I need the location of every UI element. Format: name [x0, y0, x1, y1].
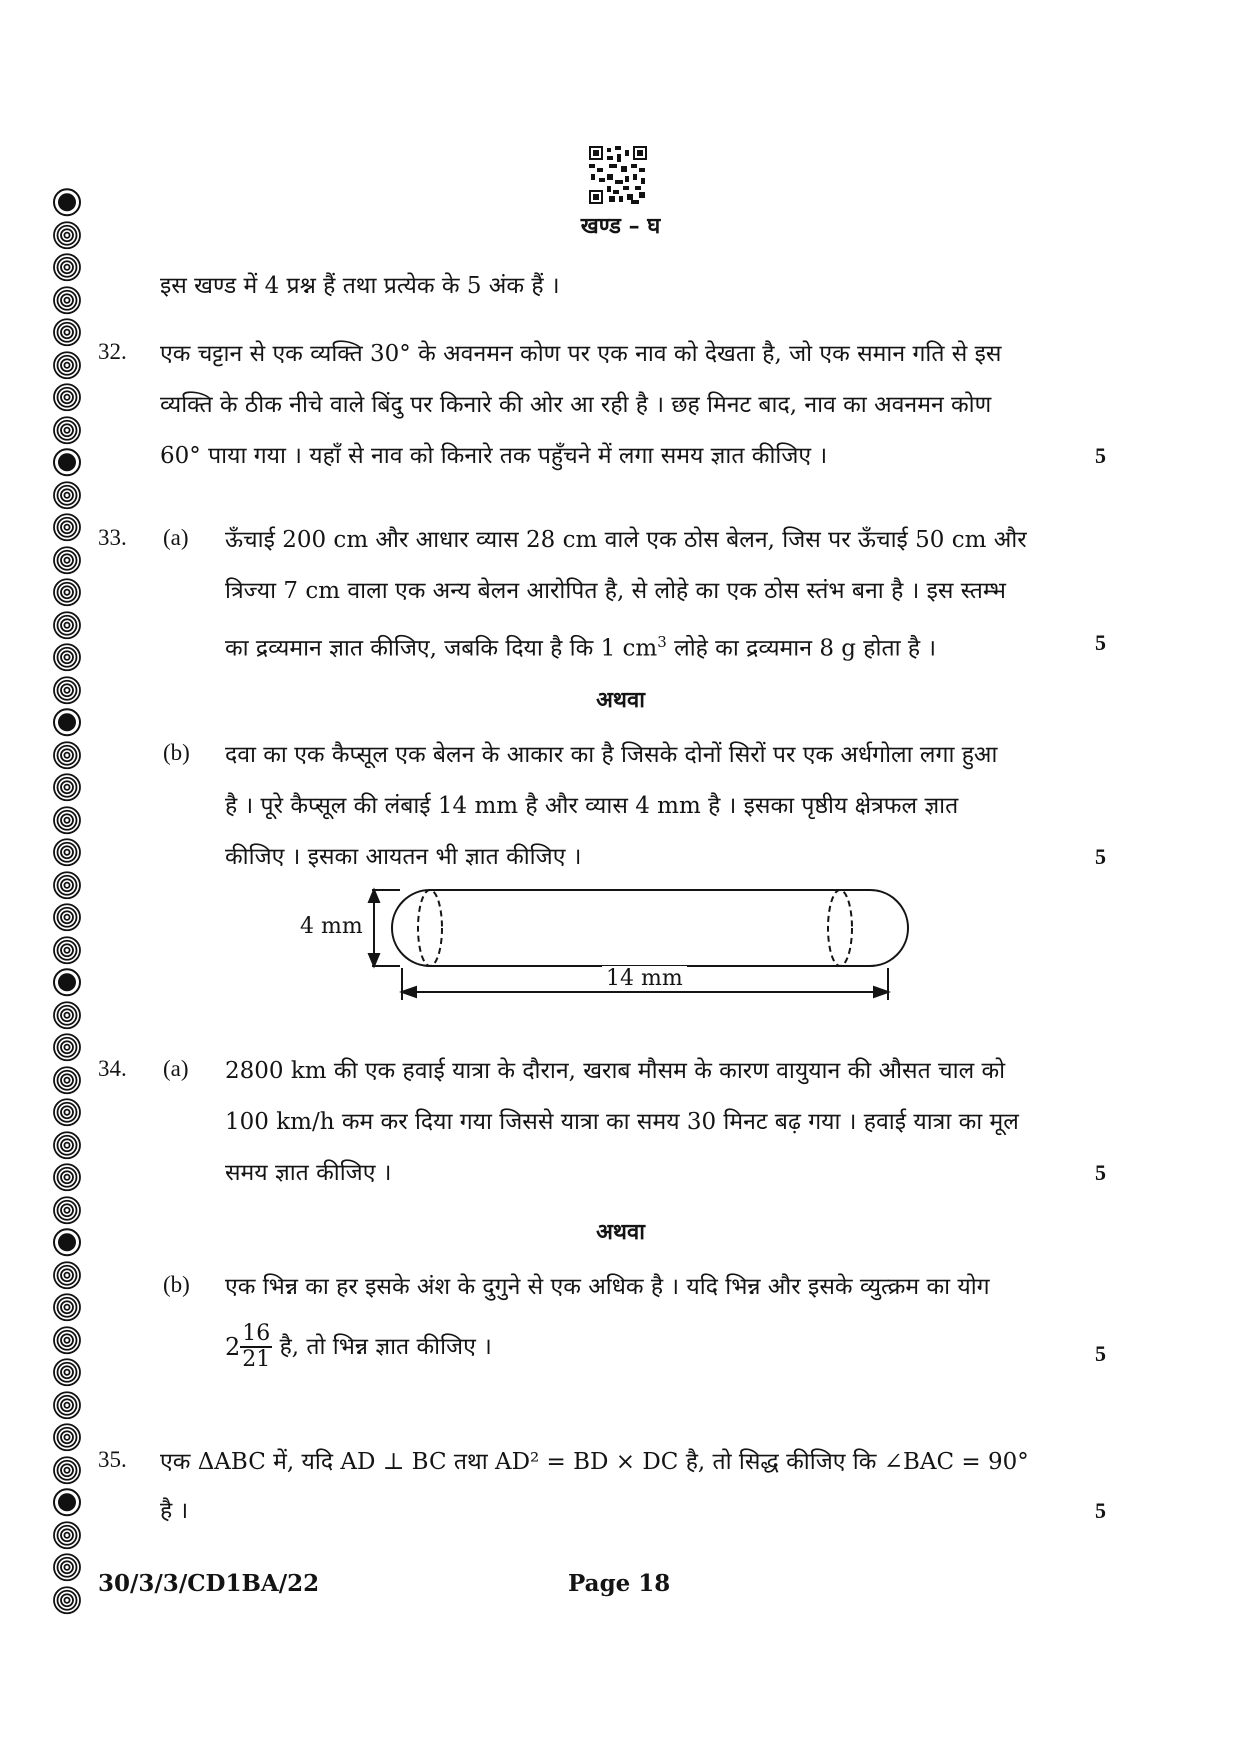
concentric-circle-icon [52, 1064, 82, 1097]
marks: 5 [1095, 844, 1106, 869]
concentric-circle-icon [52, 641, 82, 674]
concentric-circle-icon [52, 414, 82, 447]
concentric-circle-icon [52, 1551, 82, 1584]
concentric-circle-icon [52, 1259, 82, 1292]
marks: 5 [1095, 443, 1106, 468]
concentric-circle-icon [52, 609, 82, 642]
concentric-circle-icon [52, 284, 82, 317]
concentric-circle-icon [52, 576, 82, 609]
margin-decoration [52, 186, 84, 1616]
concentric-circle-icon [52, 219, 82, 252]
or-separator: अथवा [596, 687, 645, 713]
q33b-text: कीजिए । इसका आयतन भी ज्ञात कीजिए । [225, 844, 582, 870]
concentric-circle-icon [52, 1161, 82, 1194]
q32-text: एक चट्टान से एक व्यक्ति 30° के अवनमन कोण पर एक नाव को देखता है, जो एक समान गति से इस [160, 341, 1002, 367]
question-number: 33. [98, 525, 127, 550]
capsule-left-cap-ellipse [418, 890, 442, 966]
paper-code: 30/3/3/CD1BA/22 [98, 1570, 320, 1597]
qr-code [589, 146, 647, 204]
concentric-circle-icon [52, 1421, 82, 1454]
concentric-circle-icon [52, 1291, 82, 1324]
q34a-text: 100 km/h कम कर दिया गया जिससे यात्रा का समय 30 मिनट बढ़ गया । हवाई यात्रा का मूल [225, 1109, 1019, 1135]
concentric-circle-icon [52, 544, 82, 577]
filled-circle-icon [52, 186, 82, 219]
question-number: 34. [98, 1056, 127, 1081]
concentric-circle-icon [52, 1324, 82, 1357]
question-number: 32. [98, 339, 127, 364]
concentric-circle-icon [52, 1129, 82, 1162]
question-number: 35. [98, 1447, 127, 1472]
option-label: (a) [163, 525, 189, 550]
concentric-circle-icon [52, 1454, 82, 1487]
filled-circle-icon [52, 446, 82, 479]
length-label: 14 mm [602, 966, 687, 991]
concentric-circle-icon [52, 1389, 82, 1422]
concentric-circle-icon [52, 999, 82, 1032]
marks: 5 [1095, 630, 1106, 655]
concentric-circle-icon [52, 251, 82, 284]
concentric-circle-icon [52, 381, 82, 414]
capsule-right-cap-ellipse [828, 890, 852, 966]
option-label: (b) [163, 740, 190, 765]
q33a-text: त्रिज्या 7 cm वाला एक अन्य बेलन आरोपित है, से लोहे का एक ठोस स्तंभ बना है । इस स्तम्भ [225, 578, 1006, 604]
marks: 5 [1095, 1160, 1106, 1185]
marks: 5 [1095, 1498, 1106, 1523]
concentric-circle-icon [52, 836, 82, 869]
concentric-circle-icon [52, 316, 82, 349]
filled-circle-icon [52, 966, 82, 999]
concentric-circle-icon [52, 804, 82, 837]
page-number: Page 18 [568, 1570, 671, 1597]
option-label: (a) [163, 1056, 189, 1081]
section-title: खण्ड – घ [580, 213, 661, 239]
concentric-circle-icon [52, 771, 82, 804]
marks: 5 [1095, 1341, 1106, 1366]
section-intro: इस खण्ड में 4 प्रश्न हैं तथा प्रत्येक के 5 अंक हैं । [160, 273, 560, 299]
q32-text: व्यक्ति के ठीक नीचे वाले बिंदु पर किनारे की ओर आ रही है । छह मिनट बाद, नाव का अवनमन कोण [160, 392, 992, 418]
q34b-fraction-line: 2 $\frac{16}{21}$ है, तो भिन्न ज्ञात कीजिए । [225, 1321, 492, 1372]
concentric-circle-icon [52, 1519, 82, 1552]
q34b-text: एक भिन्न का हर इसके अंश के दुगुने से एक अधिक है । यदि भिन्न और इसके व्युत्क्रम का योग [225, 1274, 990, 1300]
concentric-circle-icon [52, 511, 82, 544]
q35-text: है । [160, 1498, 189, 1524]
concentric-circle-icon [52, 479, 82, 512]
concentric-circle-icon [52, 739, 82, 772]
q34a-text: 2800 km की एक हवाई यात्रा के दौरान, खराब मौसम के कारण वायुयान की औसत चाल को [225, 1058, 1006, 1084]
concentric-circle-icon [52, 1031, 82, 1064]
option-label: (b) [163, 1272, 190, 1297]
concentric-circle-icon [52, 1356, 82, 1389]
height-label: 4 mm [300, 914, 363, 939]
q33b-text: है । पूरे कैप्सूल की लंबाई 14 mm है और व्यास 4 mm है । इसका पृष्ठीय क्षेत्रफल ज्ञात [225, 793, 959, 819]
concentric-circle-icon [52, 1584, 82, 1617]
q33a-text: का द्रव्यमान ज्ञात कीजिए, जबकि दिया है कि 1 $cm^3$ लोहे का द्रव्यमान 8 g होता है । [225, 633, 937, 662]
q33a-text: ऊँचाई 200 cm और आधार व्यास 28 cm वाले एक ठोस बेलन, जिस पर ऊँचाई 50 cm और [225, 527, 1027, 553]
concentric-circle-icon [52, 934, 82, 967]
or-separator: अथवा [596, 1219, 645, 1245]
q32-text: 60° पाया गया । यहाँ से नाव को किनारे तक पहुँचने में लगा समय ज्ञात कीजिए । [160, 443, 828, 469]
filled-circle-icon [52, 1486, 82, 1519]
q35-text: एक ΔABC में, यदि AD ⊥ BC तथा AD² = BD × DC है, तो सिद्ध कीजिए कि ∠BAC = 90° [160, 1449, 1029, 1475]
q33b-text: दवा का एक कैप्सूल एक बेलन के आकार का है जिसके दोनों सिरों पर एक अर्धगोला लगा हुआ [225, 742, 998, 768]
concentric-circle-icon [52, 349, 82, 382]
concentric-circle-icon [52, 869, 82, 902]
capsule-figure [290, 880, 910, 1010]
concentric-circle-icon [52, 901, 82, 934]
concentric-circle-icon [52, 1096, 82, 1129]
q34a-text: समय ज्ञात कीजिए । [225, 1160, 392, 1186]
